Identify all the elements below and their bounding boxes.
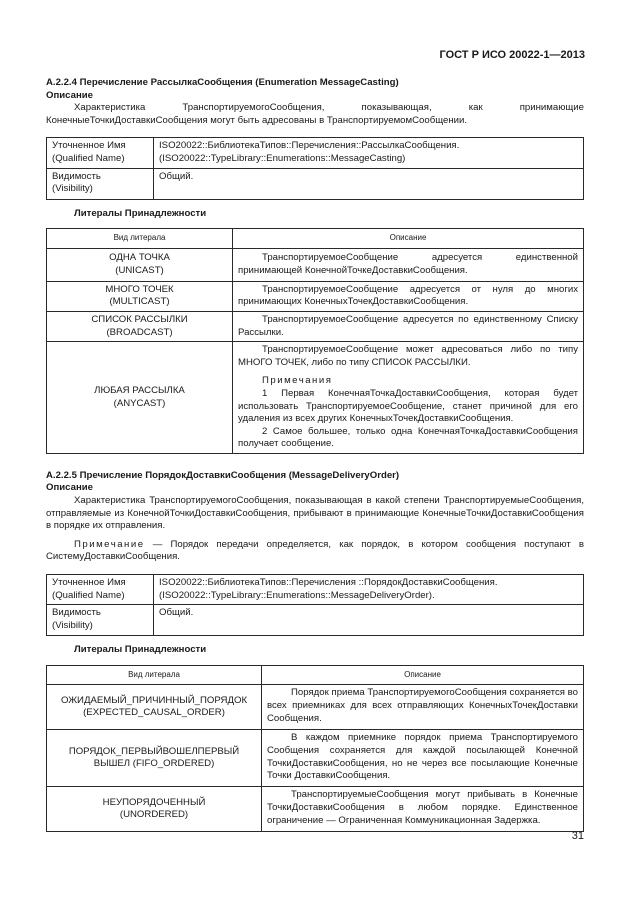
- table-row: [47, 787, 584, 832]
- section-title-message-delivery-order: А.2.2.5 Пречисление ПорядокДоставкиСообщения (MessageDeliveryOrder): [46, 469, 400, 481]
- table-row: [47, 575, 584, 605]
- qualified-name-label: [47, 138, 154, 168]
- literal-description: [233, 311, 584, 341]
- qualified-name-value: [154, 138, 584, 168]
- notes-label: Примечания: [262, 375, 333, 387]
- literal-description: [233, 342, 584, 454]
- literal-name-en: ВЫШЕЛ (FIFO_ORDERED): [93, 758, 215, 770]
- literal-description: [262, 685, 584, 730]
- label-ru: Уточненное Имя: [52, 140, 126, 152]
- literal-name: [47, 248, 233, 281]
- literal-description: [233, 248, 584, 281]
- label-en: (Visibility): [52, 619, 93, 631]
- description-heading: Описание: [46, 482, 93, 494]
- description-heading: Описание: [46, 89, 93, 101]
- table-row: [47, 342, 584, 454]
- note-paragraph: [46, 539, 584, 564]
- properties-table: [46, 574, 584, 636]
- visibility-label: [47, 605, 154, 636]
- table-row: [47, 685, 584, 730]
- description-text: ТранспортируемоеСообщение может адресоваться либо по типу МНОГО ТОЧЕК, либо по типу СПИСОК РАССЫЛКИ.: [238, 344, 578, 368]
- table-row: [47, 168, 584, 199]
- table-header-row: [47, 229, 584, 249]
- literal-name-ru: ЛЮБАЯ РАССЫЛКА: [94, 384, 185, 396]
- literal-name: [47, 685, 262, 730]
- visibility-label: [47, 168, 154, 199]
- qualified-name-label: [47, 575, 154, 605]
- page-number: 31: [571, 830, 584, 842]
- visibility-value: Общий.: [154, 605, 584, 636]
- label-en: (Visibility): [52, 183, 93, 195]
- column-header-description: Описание: [262, 665, 584, 685]
- description-text: Характеристика ТранспортируемогоСообщения, показывающая, как принимающие КонечныеТочкиДоставкиСообщения могут быть адресованы в ТранспортируемомСообщении.: [46, 102, 584, 126]
- table-row: [47, 138, 584, 168]
- table-header-row: [47, 665, 584, 685]
- literal-name-ru: ОДНА ТОЧКА: [109, 252, 170, 264]
- literals-heading: Литералы Принадлежности: [74, 644, 207, 656]
- note-text: 2 Самое большее, только одна КонечнаяТочкаДоставкиСообщения получает сообщение.: [238, 425, 578, 450]
- qualified-name-value: [154, 575, 584, 605]
- description-text: ТранспортируемыеСообщения могут прибывать в Конечные ТочкиДоставкиСообщения в любом порядке. Единственное ограничение — Ограниченная Коммуникационная Задержка.: [267, 789, 578, 826]
- literal-name-en: (UNICAST): [115, 264, 164, 276]
- literal-name-ru: ПОРЯДОК_ПЕРВЫЙВОШЕЛПЕРВЫЙ: [68, 745, 240, 757]
- note-text: — Порядок передачи определяется, как порядок, в котором сообщения поступают в СистемуДоставкиСообщения.: [46, 538, 584, 563]
- description-text: ТранспортируемоеСообщение адресуется по единственному Списку Рассылки.: [238, 313, 578, 338]
- description-text: Порядок приема ТранспортируемогоСообщения сохраняется во всех приемниках для всех отправляющих КонечныхТочекДоставки Сообщения.: [267, 687, 578, 724]
- literal-name: [47, 311, 233, 341]
- literal-name-en: (EXPECTED_CAUSAL_ORDER): [83, 707, 225, 719]
- description-text: ТранспортируемоеСообщение адресуется единственной принимающей КонечнойТочкеДоставкиСообщения.: [238, 252, 578, 276]
- literal-name-en: (BROADCAST): [106, 326, 173, 338]
- column-header-kind: Вид литерала: [47, 665, 262, 685]
- literal-description: [262, 787, 584, 832]
- description-text: Характеристика ТранспортируемогоСообщения, показывающая в какой степени ТранспортируемыеСообщения, отправляемые из КонечнойТочкиДоставкиСообщения, прибывают в принимающие КонечныеТочкиДоставкиСообщения в порядке их отправления.: [46, 495, 584, 532]
- value-ru: ISO20022::БиблиотекаТипов::Перечисления::РассылкаСообщения.: [159, 140, 460, 152]
- literal-name-ru: ОЖИДАЕМЫЙ_ПРИЧИННЫЙ_ПОРЯДОК: [60, 694, 248, 706]
- properties-table: [46, 137, 584, 199]
- description-text: В каждом приемнике порядок приема Транспортируемого Сообщения сохраняется для каждой посылающей Конечной ТочкиДоставкиСообщения, но не через все посылающие Конечные Точки ДоставкиСообщения.: [267, 732, 578, 782]
- table-row: [47, 730, 584, 787]
- table-row: [47, 311, 584, 341]
- label-en: (Qualified Name): [52, 589, 125, 601]
- literal-name-ru: МНОГО ТОЧЕК: [105, 283, 174, 295]
- literal-name-en: (MULTICAST): [109, 296, 170, 308]
- visibility-value: Общий.: [154, 168, 584, 199]
- literal-name-ru: НЕУПОРЯДОЧЕННЫЙ: [102, 796, 206, 808]
- literals-heading: Литералы Принадлежности: [74, 207, 207, 219]
- table-row: [47, 281, 584, 311]
- table-row: [47, 248, 584, 281]
- label-en: (Qualified Name): [52, 152, 125, 164]
- literal-name: [47, 342, 233, 454]
- value-ru: ISO20022::БиблиотекаТипов::Перечисления ::ПорядокДоставкиСообщения.: [159, 577, 498, 589]
- column-header-kind: Вид литерала: [47, 229, 233, 249]
- value-en: (ISO20022::TypeLibrary::Enumerations::MessageCasting): [159, 152, 406, 164]
- literal-description: [262, 730, 584, 787]
- literals-table: [46, 665, 584, 833]
- literal-name: [47, 281, 233, 311]
- literal-name-en: (UNORDERED): [119, 809, 189, 821]
- note-text: 1 Первая КонечнаяТочкаДоставкиСообщения, которая будет использовать ТранспортируемоеСообщение, станет причиной для его удаления из всех других КонечныхТочекДоставкиСообщения.: [238, 387, 578, 425]
- note-label: Примечание: [74, 538, 145, 550]
- table-row: [47, 605, 584, 636]
- literal-name: [47, 787, 262, 832]
- label-ru: Уточненное Имя: [52, 577, 126, 589]
- literal-name: [47, 730, 262, 787]
- document-code: ГОСТ Р ИСО 20022-1—2013: [439, 49, 585, 61]
- page-content: [46, 77, 584, 832]
- literal-description: [233, 281, 584, 311]
- label-ru: Видимость: [52, 170, 101, 182]
- description-text: ТранспортируемоеСообщение адресуется от нуля до многих принимающих КонечныхТочекДоставкиСообщения.: [238, 283, 578, 308]
- label-ru: Видимость: [52, 607, 101, 619]
- literal-name-en: (ANYCAST): [113, 397, 166, 409]
- column-header-description: Описание: [233, 229, 584, 249]
- section-title-message-casting: А.2.2.4 Перечисление РассылкаСообщения (Enumeration MessageCasting): [46, 77, 399, 88]
- literal-name-ru: СПИСОК РАССЫЛКИ: [91, 313, 188, 325]
- value-en: (ISO20022::TypeLibrary::Enumerations::MessageDeliveryOrder).: [159, 589, 435, 601]
- literals-table: [46, 228, 584, 454]
